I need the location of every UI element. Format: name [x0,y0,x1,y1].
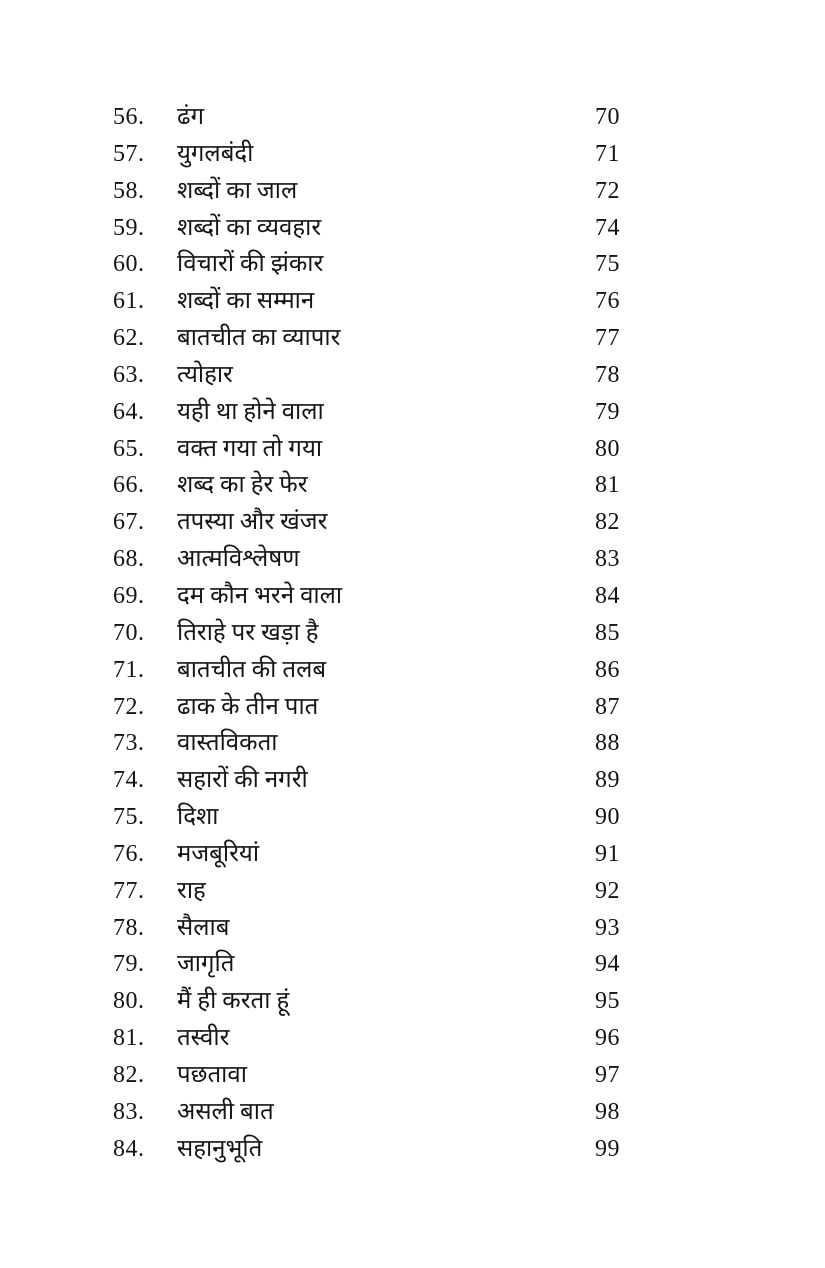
entry-title: शब्दों का व्यवहार [177,214,322,241]
entry-page-number: 89 [595,767,620,794]
entry-title: तपस्या और खंजर [177,509,328,536]
entry-title: तिराहे पर खड़ा है [177,619,319,646]
entry-title: दम कौन भरने वाला [177,582,343,609]
entry-page-number: 79 [595,398,620,425]
entry-title: मजबूरियां [177,840,260,867]
entry-page-number: 81 [595,472,620,499]
toc-row [113,725,620,762]
entry-title: त्योहार [177,361,233,388]
toc-row [113,541,620,578]
entry-number: 73. [113,730,145,757]
entry-page-number: 74 [595,214,620,241]
toc-row [113,136,620,173]
toc-row [113,357,620,394]
toc-row [113,504,620,541]
entry-number: 57. [113,140,145,167]
toc-row [113,173,620,210]
toc-row [113,394,620,431]
entry-number: 77. [113,877,145,904]
entry-number: 72. [113,693,145,720]
toc-row [113,246,620,283]
entry-number: 58. [113,177,145,204]
entry-number: 60. [113,251,145,278]
entry-number: 62. [113,325,145,352]
entry-title: तस्वीर [177,1025,230,1052]
entry-title: ढाक के तीन पात [177,693,319,720]
entry-page-number: 97 [595,1061,620,1088]
toc-row [113,799,620,836]
entry-number: 82. [113,1061,145,1088]
entry-title: असली बात [177,1098,274,1125]
entry-number: 78. [113,914,145,941]
entry-page-number: 80 [595,435,620,462]
entry-number: 66. [113,472,145,499]
table-of-contents [113,99,620,1167]
entry-number: 84. [113,1135,145,1162]
entry-page-number: 96 [595,1025,620,1052]
entry-page-number: 94 [595,951,620,978]
entry-title: दिशा [177,804,219,831]
entry-number: 68. [113,546,145,573]
entry-page-number: 90 [595,804,620,831]
entry-title: मैं ही करता हूं [177,988,290,1015]
entry-number: 70. [113,619,145,646]
entry-number: 83. [113,1098,145,1125]
entry-number: 79. [113,951,145,978]
entry-number: 76. [113,840,145,867]
entry-page-number: 85 [595,619,620,646]
toc-row [113,1057,620,1094]
entry-title: बातचीत की तलब [177,656,327,683]
entry-page-number: 82 [595,509,620,536]
toc-row [113,983,620,1020]
toc-row [113,873,620,910]
toc-row [113,615,620,652]
toc-row [113,946,620,983]
entry-page-number: 95 [595,988,620,1015]
entry-page-number: 70 [595,104,620,130]
entry-number: 69. [113,582,145,609]
entry-number: 80. [113,988,145,1015]
toc-row [113,689,620,726]
entry-title: वक्त गया तो गया [177,435,323,462]
toc-row [113,320,620,357]
entry-title: आत्मविश्लेषण [177,546,300,573]
entry-page-number: 78 [595,361,620,388]
entry-page-number: 76 [595,288,620,315]
entry-title: युगलबंदी [177,140,254,167]
entry-page-number: 83 [595,546,620,573]
entry-page-number: 77 [595,325,620,352]
toc-row [113,467,620,504]
entry-number: 59. [113,214,145,241]
toc-row [113,99,620,136]
entry-title: वास्तविकता [177,730,278,757]
entry-number: 81. [113,1025,145,1052]
entry-number: 75. [113,804,145,831]
toc-row [113,1020,620,1057]
entry-number: 64. [113,398,145,425]
entry-page-number: 72 [595,177,620,204]
entry-page-number: 75 [595,251,620,278]
entry-title: शब्दों का सम्मान [177,288,315,315]
entry-number: 71. [113,656,145,683]
toc-row [113,283,620,320]
entry-page-number: 87 [595,693,620,720]
toc-row [113,910,620,947]
entry-page-number: 98 [595,1098,620,1125]
entry-page-number: 91 [595,840,620,867]
entry-number: 56. [113,104,145,130]
entry-title: सैलाब [177,914,230,941]
toc-row [113,1094,620,1131]
toc-row [113,652,620,689]
entry-page-number: 86 [595,656,620,683]
entry-title: राह [177,877,206,904]
toc-row [113,1131,620,1168]
entry-title: शब्दों का जाल [177,177,298,204]
toc-row [113,836,620,873]
entry-number: 61. [113,288,145,315]
entry-title: ढंग [177,104,205,130]
toc-row [113,578,620,615]
entry-title: बातचीत का व्यापार [177,325,341,352]
entry-page-number: 88 [595,730,620,757]
entry-page-number: 92 [595,877,620,904]
entry-title: पछतावा [177,1061,247,1088]
entry-title: यही था होने वाला [177,398,324,425]
entry-title: शब्द का हेर फेर [177,472,308,499]
entry-title: विचारों की झंकार [177,251,324,278]
toc-row [113,762,620,799]
entry-page-number: 84 [595,582,620,609]
entry-page-number: 71 [595,140,620,167]
toc-row [113,431,620,468]
toc-row [113,210,620,247]
entry-number: 67. [113,509,145,536]
entry-number: 74. [113,767,145,794]
entry-number: 63. [113,361,145,388]
entry-title: सहारों की नगरी [177,767,308,794]
entry-page-number: 93 [595,914,620,941]
entry-title: जागृति [177,951,235,978]
entry-page-number: 99 [595,1135,620,1162]
entry-title: सहानुभूति [177,1135,263,1162]
entry-number: 65. [113,435,145,462]
